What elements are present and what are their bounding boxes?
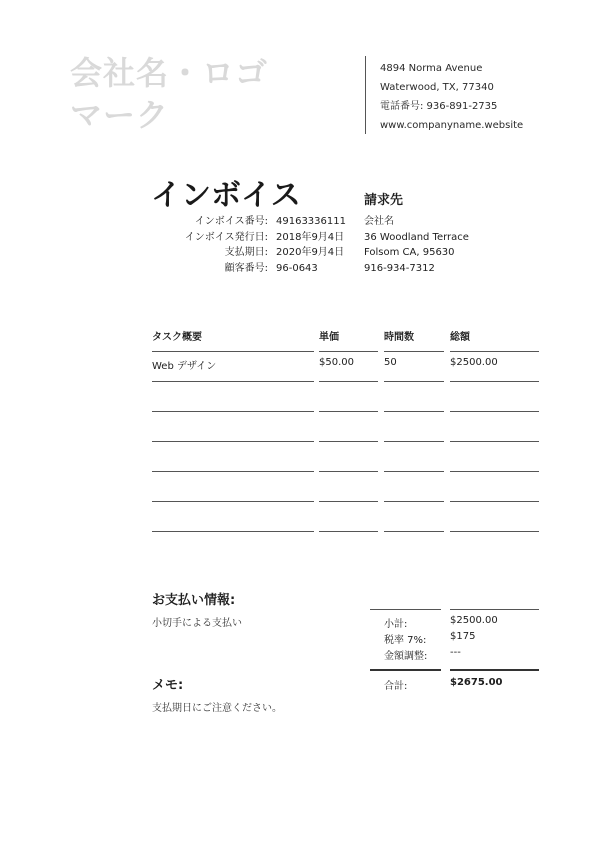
company-address	[380, 59, 523, 135]
total-value: $2675.00	[450, 677, 503, 688]
row-rule	[152, 501, 314, 502]
payment-info-heading: お支払い情報:	[152, 593, 236, 608]
total-rule-right	[450, 669, 539, 671]
address-city: Waterwood, TX, 77340	[380, 82, 494, 93]
subtotal-label: 小計:	[384, 619, 408, 630]
row-1-unit-price: $50.00	[319, 357, 354, 368]
address-divider	[365, 56, 366, 134]
logo-line-2: マーク	[70, 96, 170, 134]
total-rule-left	[370, 669, 441, 671]
customer-number-value: 96-0643	[276, 262, 318, 274]
address-phone: 電話番号: 936-891-2735	[380, 101, 498, 112]
bill-to-address	[364, 214, 469, 276]
row-rule	[450, 471, 539, 472]
row-rule	[384, 441, 444, 442]
customer-number-label: 顧客番号:	[224, 262, 268, 274]
row-rule	[450, 411, 539, 412]
row-rule	[152, 471, 314, 472]
total-label: 合計:	[384, 681, 408, 692]
row-rule	[319, 471, 378, 472]
memo-heading: メモ:	[152, 678, 184, 693]
customer-number-row	[150, 261, 350, 277]
row-rule	[319, 531, 378, 532]
row-rule	[319, 441, 378, 442]
row-rule	[152, 411, 314, 412]
subtotal-value: $2500.00	[450, 615, 498, 626]
row-rule	[384, 501, 444, 502]
row-rule	[450, 501, 539, 502]
row-1-hours: 50	[384, 357, 397, 368]
bill-to-phone: 916-934-7312	[364, 262, 435, 274]
invoice-number-value: 49163336111	[276, 216, 346, 227]
adjustment-label: 金額調整:	[384, 651, 428, 662]
row-rule	[152, 381, 314, 382]
bill-to-company: 会社名	[364, 216, 394, 227]
totals-top-rule-right	[450, 609, 539, 610]
invoice-date-row	[150, 230, 350, 246]
header-rule	[152, 351, 314, 352]
adjustment-value: ---	[450, 647, 461, 658]
row-1-description: Web デザイン	[152, 361, 217, 372]
col-header-unit-price: 単価	[319, 332, 339, 343]
col-header-amount: 総額	[450, 332, 470, 343]
address-street: 4894 Norma Avenue	[380, 63, 483, 74]
row-rule	[384, 471, 444, 472]
bill-to-heading: 請求先	[364, 193, 404, 208]
row-rule	[319, 381, 378, 382]
due-date-label: 支払期日:	[224, 247, 268, 258]
payment-info-text: 小切手による支払い	[152, 618, 242, 629]
row-rule	[450, 381, 539, 382]
row-rule	[152, 531, 314, 532]
header-rule	[450, 351, 539, 352]
totals-top-rule-left	[370, 609, 441, 610]
invoice-date-label: インボイス発行日:	[184, 231, 268, 243]
header-rule	[319, 351, 378, 352]
header-rule	[384, 351, 444, 352]
address-website[interactable]: www.companyname.website	[380, 120, 524, 131]
logo-line-1: 会社名・ロゴ	[70, 54, 269, 92]
row-rule	[450, 531, 539, 532]
invoice-number-row	[150, 214, 350, 230]
tax-label: 税率 7%:	[384, 635, 427, 646]
bill-to-street: 36 Woodland Terrace	[364, 231, 469, 243]
invoice-title: インボイス	[151, 178, 301, 213]
row-rule	[319, 411, 378, 412]
invoice-number-label: インボイス番号:	[194, 216, 268, 227]
row-rule	[152, 441, 314, 442]
due-date-row	[150, 245, 350, 261]
bill-to-city: Folsom CA, 95630	[364, 247, 455, 258]
col-header-hours: 時間数	[384, 332, 414, 343]
row-rule	[319, 501, 378, 502]
row-1-amount: $2500.00	[450, 357, 498, 368]
row-rule	[384, 531, 444, 532]
invoice-date-value: 2018年9月4日	[276, 231, 345, 243]
row-rule	[450, 441, 539, 442]
memo-text: 支払期日にご注意ください。	[152, 703, 282, 714]
company-logo	[70, 52, 310, 136]
col-header-description: タスク概要	[152, 332, 202, 343]
row-rule	[384, 411, 444, 412]
invoice-meta	[150, 214, 350, 276]
due-date-value: 2020年9月4日	[276, 247, 345, 258]
tax-value: $175	[450, 631, 476, 642]
row-rule	[384, 381, 444, 382]
